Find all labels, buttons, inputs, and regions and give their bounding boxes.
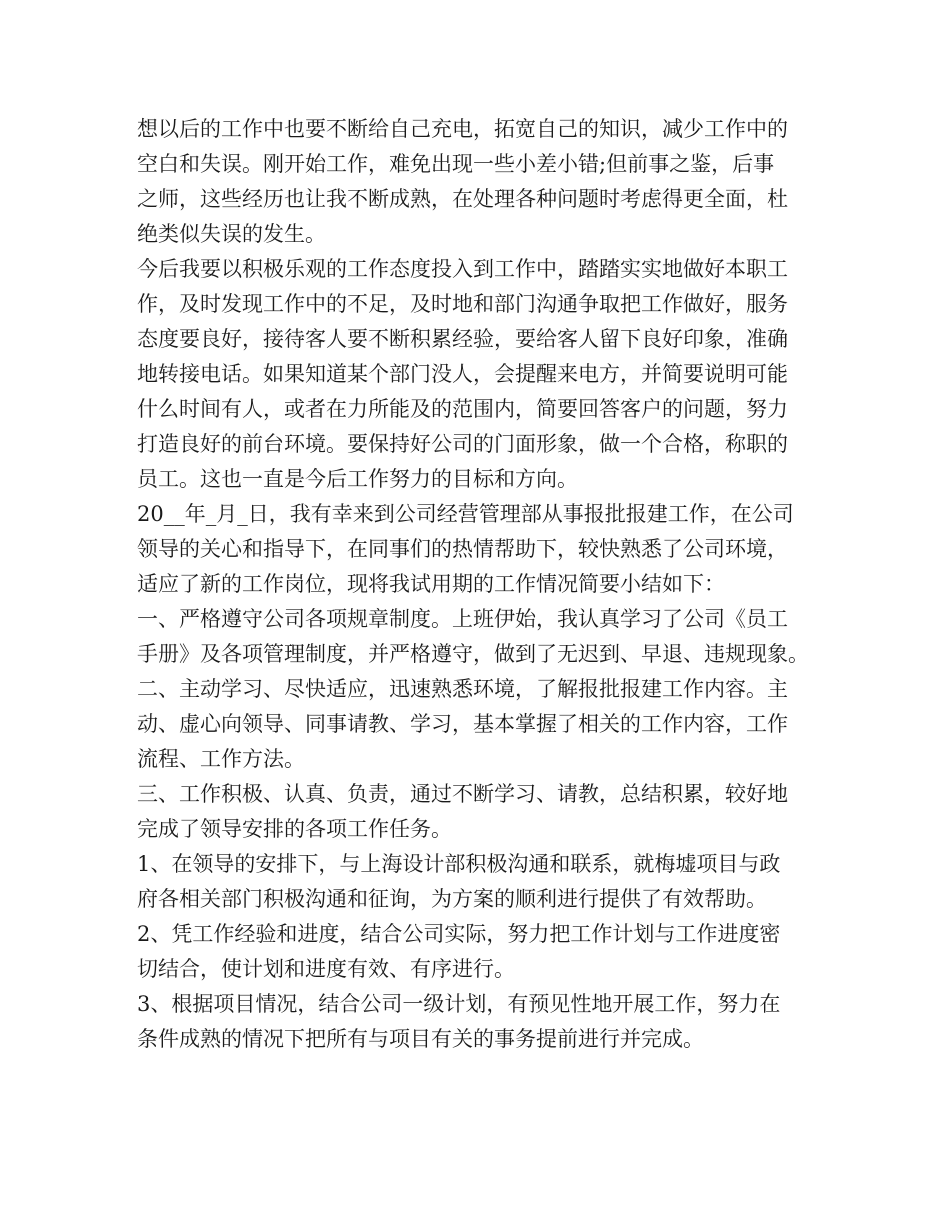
text-line: 空白和失误。刚开始工作，难免出现一些小差小错;但前事之鉴，后事 [137,152,775,176]
text-line: 三、工作积极、认真、负责，通过不断学习、请教，总结积累，较好地 [137,782,788,806]
text-line: 动、虚心向领导、同事请教、学习，基本掌握了相关的工作内容，工作 [137,712,788,736]
text-line: 态度要良好，接待客人要不断积累经验，要给客人留下良好印象，准确 [137,327,788,351]
document-body [137,112,827,1057]
text-line: 切结合，使计划和进度有效、有序进行。 [137,957,515,981]
text-line: 条件成熟的情况下把所有与项目有关的事务提前进行并完成。 [137,1027,704,1051]
text-line: 作，及时发现工作中的不足，及时地和部门沟通争取把工作做好，服务 [137,292,788,316]
text-line: 想以后的工作中也要不断给自己充电，拓宽自己的知识，减少工作中的 [137,117,788,141]
text-line: 一、严格遵守公司各项规章制度。上班伊始，我认真学习了公司《员工 [137,607,788,631]
text-line: 流程、工作方法。 [137,747,305,771]
text-line: 今后我要以积极乐观的工作态度投入到工作中，踏踏实实地做好本职工 [137,257,788,281]
text-line: 2、凭工作经验和进度，结合公司实际，努力把工作计划与工作进度密 [137,922,781,946]
text-line: 府各相关部门积极沟通和征询，为方案的顺利进行提供了有效帮助。 [137,887,767,911]
text-line: 1、在领导的安排下，与上海设计部积极沟通和联系，就梅墟项目与政 [137,852,781,876]
text-line: 领导的关心和指导下，在同事们的热情帮助下，较快熟悉了公司环境， [137,537,788,561]
text-line: 什么时间有人，或者在力所能及的范围内，简要回答客户的问题，努力 [137,397,788,421]
text-line: 绝类似失误的发生。 [137,222,326,246]
text-line: 二、主动学习、尽快适应，迅速熟悉环境，了解报批报建工作内容。主 [137,677,788,701]
text-line: 员工。这也一直是今后工作努力的目标和方向。 [137,467,578,491]
text-line: 3、根据项目情况，结合公司一级计划，有预见性地开展工作，努力在 [137,992,781,1016]
text-line: 完成了领导安排的各项工作任务。 [137,817,452,841]
text-line: 地转接电话。如果知道某个部门没人，会提醒来电方，并简要说明可能 [137,362,788,386]
text-line: 之师，这些经历也让我不断成熟，在处理各种问题时考虑得更全面，杜 [137,187,788,211]
text-line: 适应了新的工作岗位，现将我试用期的工作情况简要小结如下： [137,572,725,596]
text-line: 打造良好的前台环境。要保持好公司的门面形象，做一个合格，称职的 [137,432,788,456]
text-line: 手册》及各项管理制度，并严格遵守，做到了无迟到、早退、违规现象。 [137,642,809,666]
text-line: 20__年_月_日，我有幸来到公司经营管理部从事报批报建工作，在公司 [137,502,794,526]
